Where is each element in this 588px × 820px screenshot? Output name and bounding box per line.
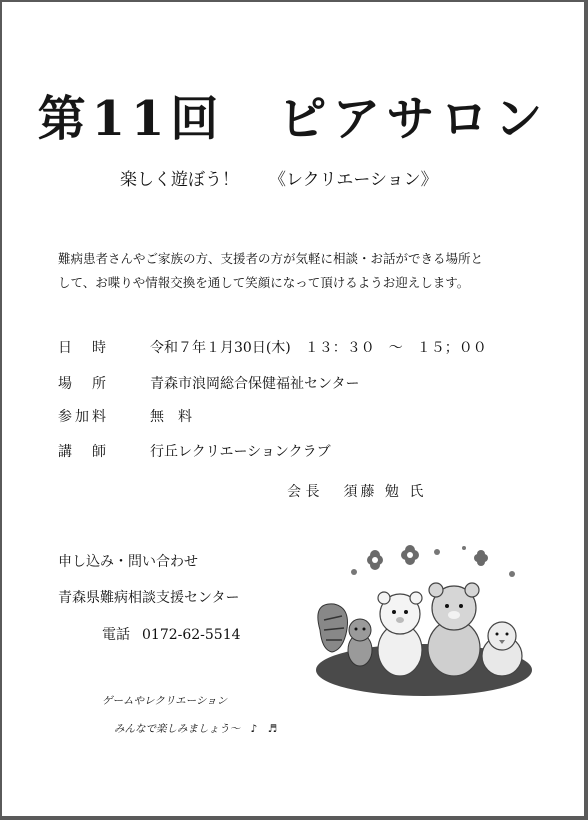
detail-label: 日 時 [58,340,109,356]
flower-icon [509,571,515,577]
intro-paragraph [58,247,528,295]
lecturer-role: 会 長 [287,484,320,500]
animals-illustration [312,542,542,702]
flyer-page [2,2,584,816]
flower-icon [367,550,383,570]
bear-icon [428,583,480,676]
flower-icon [474,550,488,566]
phone-number: 0172-62-5514 [142,627,241,643]
page-title: 第11回 ピアサロン [37,91,549,147]
detail-value: 無 料 [150,409,192,425]
contact-org: 青森県難病相談支援センター [58,590,240,606]
chick-icon [482,622,522,676]
detail-row-date [58,337,487,357]
contact-phone-line [102,624,241,644]
flower-icon [351,569,357,575]
intro-line: 難病患者さんやご家族の方、支援者の方が気軽に相談・お話ができる場所と [58,251,484,266]
detail-value: 青森市浪岡総合保健福祉センター [150,376,360,392]
detail-label: 場 所 [58,376,109,392]
closing-note: みんなで楽しみましょう～ ♪ ♬ [114,723,278,735]
lecturer-name: 須藤 勉 氏 [343,484,427,500]
detail-row-fee [58,406,192,426]
detail-value: 行丘レクリエーションクラブ [150,444,331,460]
flower-icon [462,546,466,550]
detail-label: 講 師 [58,444,109,460]
flower-icon [434,549,440,555]
closing-note: ゲームやレクリエーション [102,695,228,707]
intro-line: して、お喋りや情報交換を通して笑顔になって頂けるようお迎えします。 [58,275,470,290]
subtitle-theme: 《レクリエーション》 [269,170,438,190]
subtitle-main: 楽しく遊ぼう！ [120,170,239,190]
flower-icon [401,545,419,565]
phone-label: 電話 [102,627,130,643]
detail-value: 令和７年１月30日(木) １３：３０ ～ １５；００ [150,340,487,356]
detail-row-place [58,373,359,393]
bear-icon [378,592,422,676]
detail-row-lecturer [58,441,331,461]
subtitle [120,165,438,190]
contact-heading: 申し込み・問い合わせ [58,554,198,570]
lecturer-name-line [287,481,426,501]
detail-label: 参加料 [58,409,109,425]
